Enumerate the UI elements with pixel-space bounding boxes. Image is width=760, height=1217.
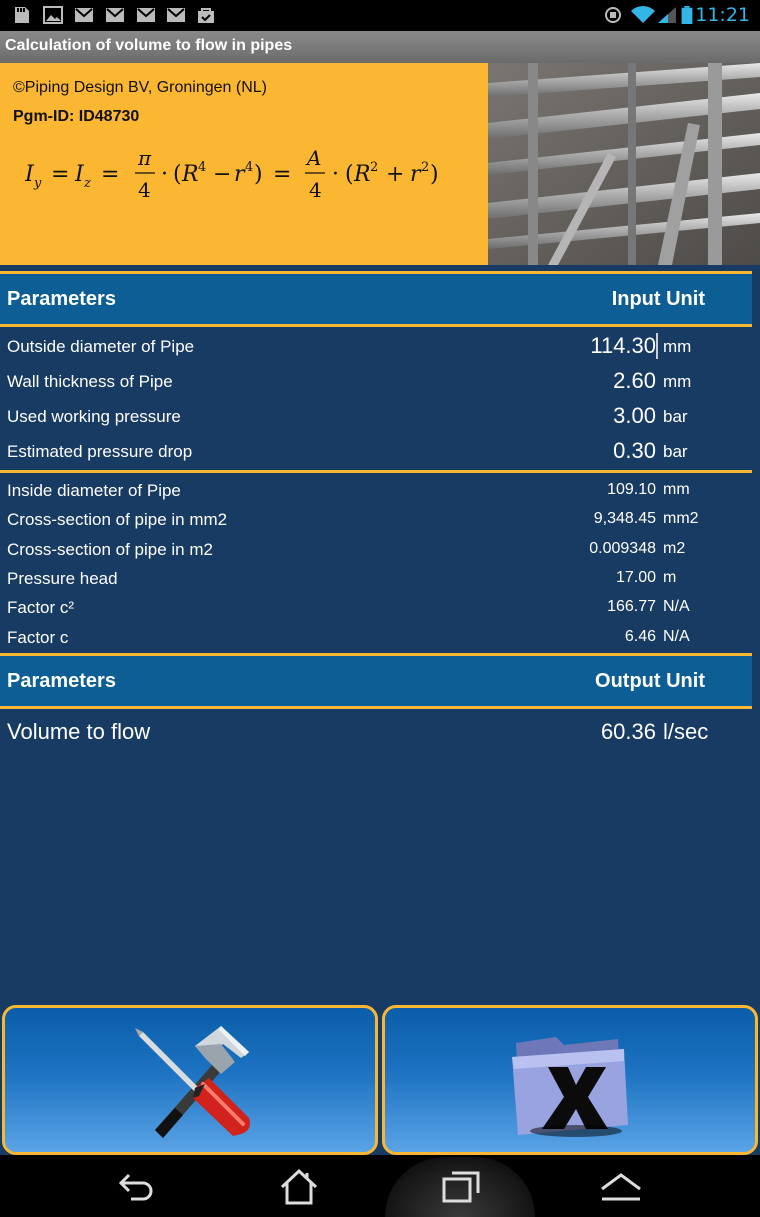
exit-button[interactable]: [382, 1005, 758, 1155]
app-title: Calculation of volume to flow in pipes: [5, 37, 293, 54]
calc-unit: N/A: [663, 628, 690, 645]
battery-icon: [680, 6, 694, 24]
svg-text:r: r: [410, 162, 421, 187]
back-icon[interactable]: [113, 1165, 163, 1209]
calc-label: Factor c: [7, 628, 69, 647]
input-row-working-pressure[interactable]: [0, 399, 760, 434]
signal-icon: [657, 6, 677, 24]
calc-label: Cross-section of pipe in m2: [7, 540, 213, 559]
wifi-icon: [630, 6, 656, 24]
rotation-lock-icon: [603, 6, 623, 24]
copyright-text: ©Piping Design BV, Groningen (NL): [13, 79, 267, 96]
output-unit: l/sec: [663, 719, 709, 744]
svg-text:=: =: [101, 162, 120, 187]
input-row-wall-thickness[interactable]: [0, 364, 760, 399]
program-id: Pgm-ID: ID48730: [13, 108, 140, 125]
input-label: Wall thickness of Pipe: [7, 372, 173, 391]
calc-label: Inside diameter of Pipe: [7, 481, 181, 500]
menu-up-icon[interactable]: [596, 1165, 646, 1209]
calc-label: Pressure head: [7, 569, 118, 588]
input-unit: mm: [663, 337, 692, 356]
calc-row-inside-diameter: [0, 476, 760, 505]
svg-text:4: 4: [245, 160, 254, 175]
input-label: Estimated pressure drop: [7, 442, 193, 461]
input-row-outside-diameter[interactable]: [0, 329, 760, 364]
navigation-bar: [0, 1157, 760, 1217]
hammer-screwdriver-icon: [125, 1018, 255, 1142]
calc-row-cross-section-mm2: [0, 505, 760, 534]
svg-text:I: I: [25, 162, 34, 187]
status-bar: [0, 0, 760, 31]
svg-text:): ): [430, 162, 439, 187]
pipes-photo: [488, 63, 760, 265]
shopping-bag-icon: [196, 6, 216, 24]
calc-unit: m: [663, 569, 677, 586]
output-label: Volume to flow: [7, 719, 151, 744]
header-banner: [0, 63, 760, 265]
svg-text:=: =: [51, 162, 70, 187]
input-label: Outside diameter of Pipe: [7, 337, 195, 356]
input-unit: mm: [663, 372, 692, 391]
svg-text:4: 4: [198, 160, 207, 175]
svg-text:(: (: [173, 162, 182, 187]
wall-thickness-input[interactable]: 2.60: [613, 368, 656, 393]
calc-unit: mm: [663, 481, 690, 498]
input-row-pressure-drop[interactable]: [0, 434, 760, 469]
input-unit: bar: [663, 407, 688, 426]
status-time: 11:21: [695, 4, 750, 26]
svg-text:π: π: [138, 146, 152, 170]
svg-text:−: −: [213, 162, 232, 187]
svg-text:(: (: [345, 162, 354, 187]
svg-text:A: A: [307, 146, 322, 170]
output-value: 60.36: [600, 719, 656, 744]
calc-label: Factor c²: [7, 598, 75, 617]
calc-unit: m2: [663, 540, 686, 557]
calc-value: 0.009348: [589, 540, 656, 557]
parameters-heading: Parameters: [7, 288, 116, 310]
calc-value: 9,348.45: [593, 510, 656, 527]
svg-text:2: 2: [421, 160, 430, 175]
svg-text:I: I: [75, 162, 84, 187]
svg-text:4: 4: [138, 178, 151, 202]
svg-text:z: z: [84, 176, 91, 191]
mail-icon: [136, 6, 156, 24]
input-unit: bar: [663, 442, 688, 461]
output-row-volume-to-flow: [0, 713, 760, 753]
image-icon: [43, 6, 63, 24]
svg-text:2: 2: [370, 160, 379, 175]
calc-unit: N/A: [663, 598, 690, 615]
parameters-heading: Parameters: [7, 670, 116, 692]
input-label: Used working pressure: [7, 407, 181, 426]
output-unit-heading: Output Unit: [595, 670, 705, 692]
calc-row-pressure-head: [0, 564, 760, 593]
moment-of-inertia-formula: [25, 143, 465, 205]
calc-row-factor-c-squared: [0, 593, 760, 622]
home-icon[interactable]: [274, 1165, 324, 1209]
calc-row-cross-section-m2: [0, 535, 760, 564]
svg-text:4: 4: [309, 178, 322, 202]
calc-unit: mm2: [663, 510, 699, 527]
calc-label: Cross-section of pipe in mm2: [7, 510, 228, 529]
svg-text:·: ·: [332, 162, 339, 187]
svg-text:·: ·: [161, 162, 168, 187]
svg-text:R: R: [182, 162, 199, 187]
calc-value: 17.00: [615, 569, 656, 586]
mail-icon: [74, 6, 94, 24]
folder-x-icon: [506, 1021, 634, 1139]
mail-icon: [166, 6, 186, 24]
svg-text:y: y: [34, 176, 42, 191]
sd-card-icon: [12, 6, 32, 24]
tools-button[interactable]: [2, 1005, 378, 1155]
working-pressure-input[interactable]: 3.00: [613, 403, 656, 428]
svg-text:+: +: [386, 162, 405, 187]
mail-icon: [105, 6, 125, 24]
calc-row-factor-c: [0, 623, 760, 652]
input-unit-heading: Input Unit: [611, 288, 705, 310]
input-parameters-header: [0, 271, 752, 327]
text-cursor: [656, 333, 658, 359]
section-divider: [0, 470, 752, 473]
recent-apps-icon[interactable]: [436, 1165, 486, 1209]
output-parameters-header: [0, 653, 752, 709]
svg-text:=: =: [273, 162, 292, 187]
svg-text:R: R: [354, 162, 371, 187]
pressure-drop-input[interactable]: 0.30: [613, 438, 656, 463]
title-bar: [0, 31, 760, 63]
calc-value: 166.77: [607, 598, 656, 615]
svg-text:r: r: [234, 162, 245, 187]
outside-diameter-input[interactable]: 114.30: [590, 333, 656, 358]
svg-text:): ): [254, 162, 263, 187]
calc-value: 6.46: [624, 628, 656, 645]
calc-value: 109.10: [607, 481, 656, 498]
